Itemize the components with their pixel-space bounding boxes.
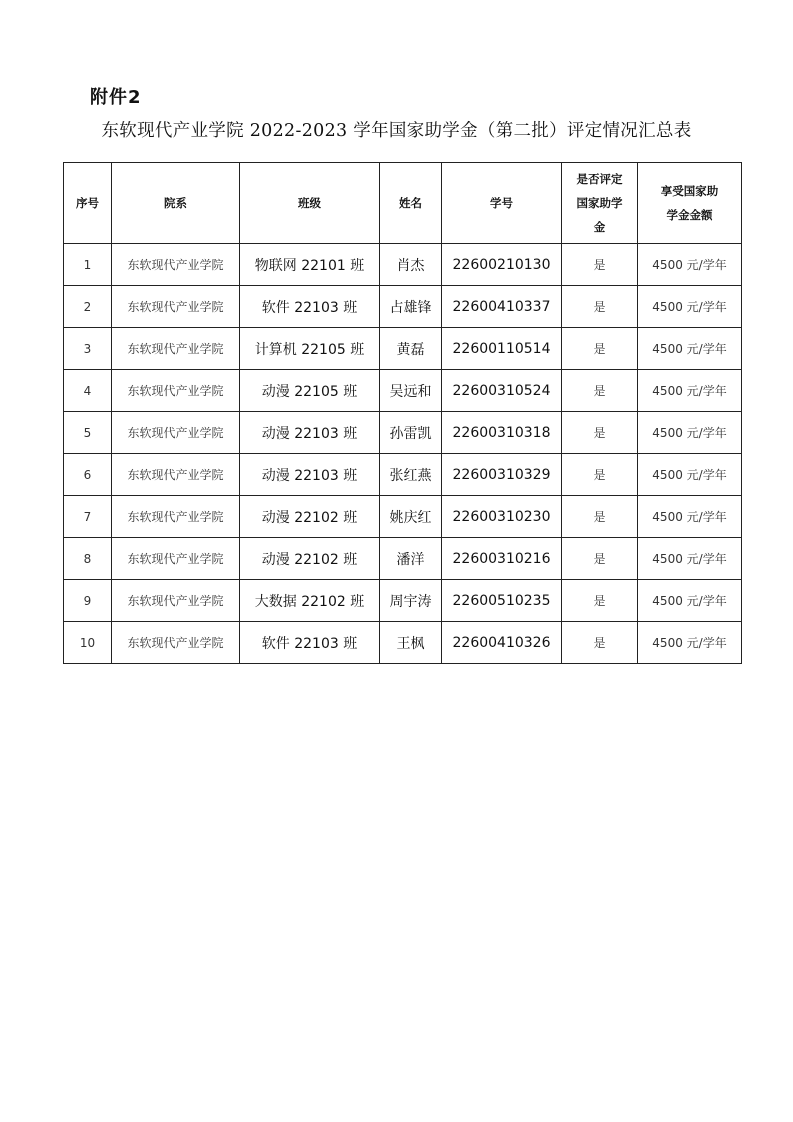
cell-class: 动漫 22103 班 <box>240 454 380 496</box>
cell-amount: 4500 元/学年 <box>638 370 742 412</box>
cell-dept: 东软现代产业学院 <box>112 412 240 454</box>
cell-amount: 4500 元/学年 <box>638 244 742 286</box>
table-header-row <box>64 163 742 244</box>
cell-evaluated: 是 <box>562 412 638 454</box>
cell-evaluated: 是 <box>562 622 638 664</box>
cell-class: 软件 22103 班 <box>240 286 380 328</box>
header-seq: 序号 <box>64 163 112 244</box>
header-dept: 院系 <box>112 163 240 244</box>
cell-student-id: 22600210130 <box>442 244 562 286</box>
cell-name: 吴远和 <box>380 370 442 412</box>
cell-name: 孙雷凯 <box>380 412 442 454</box>
cell-class: 软件 22103 班 <box>240 622 380 664</box>
cell-dept: 东软现代产业学院 <box>112 328 240 370</box>
header-amount <box>638 163 742 244</box>
cell-seq: 1 <box>64 244 112 286</box>
cell-seq: 7 <box>64 496 112 538</box>
cell-dept: 东软现代产业学院 <box>112 244 240 286</box>
table-row <box>64 370 742 412</box>
cell-evaluated: 是 <box>562 580 638 622</box>
cell-seq: 8 <box>64 538 112 580</box>
cell-evaluated: 是 <box>562 454 638 496</box>
table-row <box>64 244 742 286</box>
cell-student-id: 22600310216 <box>442 538 562 580</box>
cell-evaluated: 是 <box>562 286 638 328</box>
cell-seq: 6 <box>64 454 112 496</box>
cell-seq: 5 <box>64 412 112 454</box>
cell-seq: 4 <box>64 370 112 412</box>
table-row <box>64 622 742 664</box>
header-class: 班级 <box>240 163 380 244</box>
table-row <box>64 496 742 538</box>
cell-class: 动漫 22105 班 <box>240 370 380 412</box>
attachment-label: 附件2 <box>90 87 142 108</box>
cell-name: 姚庆红 <box>380 496 442 538</box>
cell-amount: 4500 元/学年 <box>638 580 742 622</box>
cell-amount: 4500 元/学年 <box>638 538 742 580</box>
cell-class: 物联网 22101 班 <box>240 244 380 286</box>
cell-amount: 4500 元/学年 <box>638 496 742 538</box>
table-row <box>64 580 742 622</box>
cell-name: 黄磊 <box>380 328 442 370</box>
cell-class: 动漫 22103 班 <box>240 412 380 454</box>
table-row <box>64 538 742 580</box>
table-row <box>64 286 742 328</box>
cell-name: 占雄锋 <box>380 286 442 328</box>
cell-evaluated: 是 <box>562 538 638 580</box>
cell-amount: 4500 元/学年 <box>638 412 742 454</box>
cell-dept: 东软现代产业学院 <box>112 622 240 664</box>
cell-amount: 4500 元/学年 <box>638 286 742 328</box>
cell-seq: 10 <box>64 622 112 664</box>
cell-class: 动漫 22102 班 <box>240 496 380 538</box>
cell-name: 张红燕 <box>380 454 442 496</box>
header-student-id: 学号 <box>442 163 562 244</box>
header-evaluated-text: 是否评定国家助学金 <box>576 172 623 234</box>
cell-amount: 4500 元/学年 <box>638 454 742 496</box>
cell-dept: 东软现代产业学院 <box>112 454 240 496</box>
cell-name: 肖杰 <box>380 244 442 286</box>
cell-dept: 东软现代产业学院 <box>112 286 240 328</box>
cell-dept: 东软现代产业学院 <box>112 496 240 538</box>
cell-evaluated: 是 <box>562 496 638 538</box>
cell-name: 周宇涛 <box>380 580 442 622</box>
cell-seq: 2 <box>64 286 112 328</box>
cell-student-id: 22600310230 <box>442 496 562 538</box>
cell-seq: 9 <box>64 580 112 622</box>
cell-student-id: 22600310524 <box>442 370 562 412</box>
document-title: 东软现代产业学院 2022-2023 学年国家助学金（第二批）评定情况汇总表 <box>101 121 692 141</box>
cell-class: 大数据 22102 班 <box>240 580 380 622</box>
grant-summary-table <box>63 162 742 664</box>
cell-class: 动漫 22102 班 <box>240 538 380 580</box>
header-name: 姓名 <box>380 163 442 244</box>
cell-amount: 4500 元/学年 <box>638 328 742 370</box>
cell-name: 潘洋 <box>380 538 442 580</box>
table-row <box>64 328 742 370</box>
cell-name: 王枫 <box>380 622 442 664</box>
table-body <box>64 244 742 664</box>
cell-student-id: 22600410326 <box>442 622 562 664</box>
cell-student-id: 22600110514 <box>442 328 562 370</box>
table-row <box>64 412 742 454</box>
cell-seq: 3 <box>64 328 112 370</box>
table-row <box>64 454 742 496</box>
cell-amount: 4500 元/学年 <box>638 622 742 664</box>
cell-dept: 东软现代产业学院 <box>112 370 240 412</box>
cell-evaluated: 是 <box>562 370 638 412</box>
cell-dept: 东软现代产业学院 <box>112 538 240 580</box>
cell-evaluated: 是 <box>562 328 638 370</box>
cell-student-id: 22600410337 <box>442 286 562 328</box>
header-evaluated <box>562 163 638 244</box>
cell-student-id: 22600310318 <box>442 412 562 454</box>
cell-evaluated: 是 <box>562 244 638 286</box>
cell-dept: 东软现代产业学院 <box>112 580 240 622</box>
cell-student-id: 22600510235 <box>442 580 562 622</box>
header-amount-text: 享受国家助学金金额 <box>660 184 719 222</box>
cell-student-id: 22600310329 <box>442 454 562 496</box>
cell-class: 计算机 22105 班 <box>240 328 380 370</box>
